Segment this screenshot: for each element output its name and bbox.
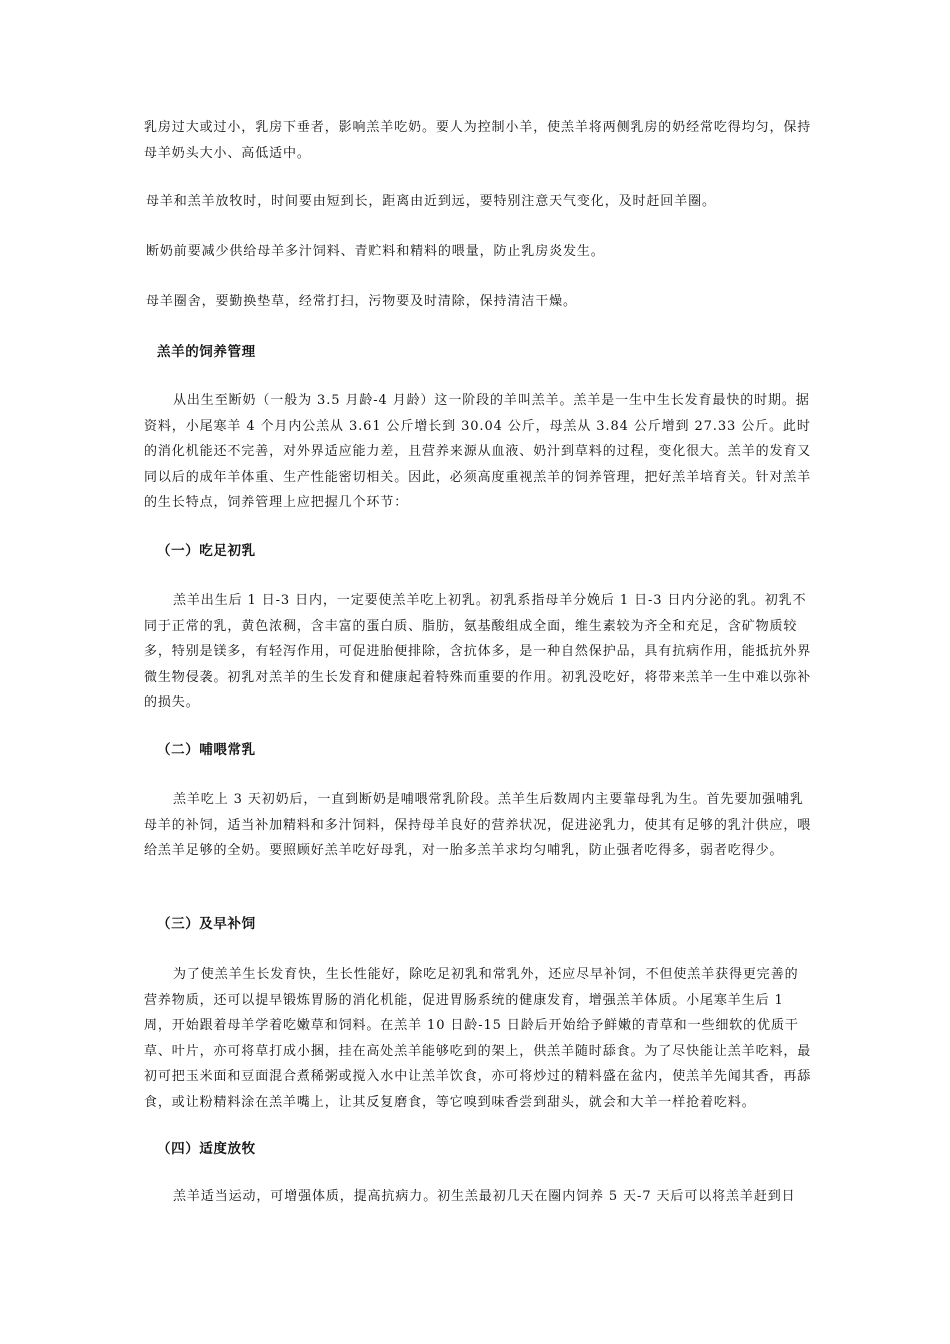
paragraph: 母羊圈舍，要勤换垫草，经常打扫，污物要及时清除，保持清洁干燥。 — [146, 294, 577, 309]
paragraph: 羔羊出生后 1 日-3 日内，一定要使羔羊吃上初乳。初乳系指母羊分娩后 1 日-3 日内分泌的乳。初乳不同于正常的乳，黄色浓稠，含丰富的蛋白质、脂肪，氨基酸组成全面，维生素较为齐全和充足，含矿物质较多，特别是镁多，有轻泻作用，可促进胎便排除，含抗体多，是一种自然保护品，具有抗病作用，能抵抗外界微生物侵袭。初乳对羔羊的生长发育和健康起着特殊而重要的作用。初乳没吃好，将带来羔羊一生中难以弥补的损失。 — [144, 593, 812, 711]
paragraph: 从出生至断奶（一般为 3.5 月龄-4 月龄）这一阶段的羊叫羔羊。羔羊是一生中生长发育最快的时期。据资料，小尾寒羊 4 个月内公羔从 3.61 公斤增长到 30.04 公斤，母羔从 3.84 公斤增到 27.33 公斤。此时的消化机能还不完善，对外界适应能力差，且营养来源从血液、奶汁到草料的过程，变化很大。羔羊的发育又同以后的成年羊体重、生产性能密切相关。因此，必须高度重视羔羊的饲养管理，把好羔羊培育关。针对羔羊的生长特点，饲养管理上应把握几个环节： — [144, 393, 812, 511]
paragraph: 断奶前要减少供给母羊多汁饲料、青贮料和精料的喂量，防止乳房炎发生。 — [146, 244, 605, 259]
paragraph: 母羊和羔羊放牧时，时间要由短到长，距离由近到远，要特别注意天气变化，及时赶回羊圈。 — [146, 194, 716, 209]
subsection-heading: （四）适度放牧 — [157, 1141, 256, 1157]
subsection-heading: （三）及早补饲 — [157, 916, 256, 932]
paragraph: 羔羊吃上 3 天初奶后，一直到断奶是哺喂常乳阶段。羔羊生后数周内主要靠母乳为生。首先要加强哺乳母羊的补饲，适当补加精料和多汁饲料，保持母羊良好的营养状况，促进泌乳力，使其有足够的乳汁供应，喂给羔羊足够的全奶。要照顾好羔羊吃好母乳，对一胎多羔羊求均匀哺乳，防止强者吃得多，弱者吃得少。 — [144, 792, 812, 859]
subsection-heading: （一）吃足初乳 — [157, 543, 256, 559]
section-heading: 羔羊的饲养管理 — [157, 344, 256, 360]
subsection-heading: （二）哺喂常乳 — [157, 742, 256, 758]
paragraph: 乳房过大或过小，乳房下垂者，影响羔羊吃奶。要人为控制小羊，使羔羊将两侧乳房的奶经常吃得均匀，保持母羊奶头大小、高低适中。 — [144, 120, 812, 161]
paragraph: 羔羊适当运动，可增强体质，提高抗病力。初生羔最初几天在圈内饲养 5 天-7 天后可以将羔羊赶到日 — [173, 1189, 796, 1204]
paragraph: 为了使羔羊生长发育快，生长性能好，除吃足初乳和常乳外，还应尽早补饲，不但使羔羊获得更完善的营养物质，还可以提早锻炼胃肠的消化机能，促进胃肠系统的健康发育，增强羔羊体质。小尾寒羊生后 1 周，开始跟着母羊学着吃嫩草和饲料。在羔羊 10 日龄-15 日龄后开始给予鲜嫩的青草和一些细软的优质干草、叶片，亦可将草打成小捆，挂在高处羔羊能够吃到的架上，供羔羊随时舔食。为了尽快能让羔羊吃料，最初可把玉米面和豆面混合煮稀粥或搅入水中让羔羊饮食，亦可将炒过的精料盛在盆内，使羔羊先闻其香，再舔食，或让粉精料涂在羔羊嘴上，让其反复磨食，等它嗅到味香尝到甜头，就会和大羊一样抢着吃料。 — [144, 967, 812, 1110]
